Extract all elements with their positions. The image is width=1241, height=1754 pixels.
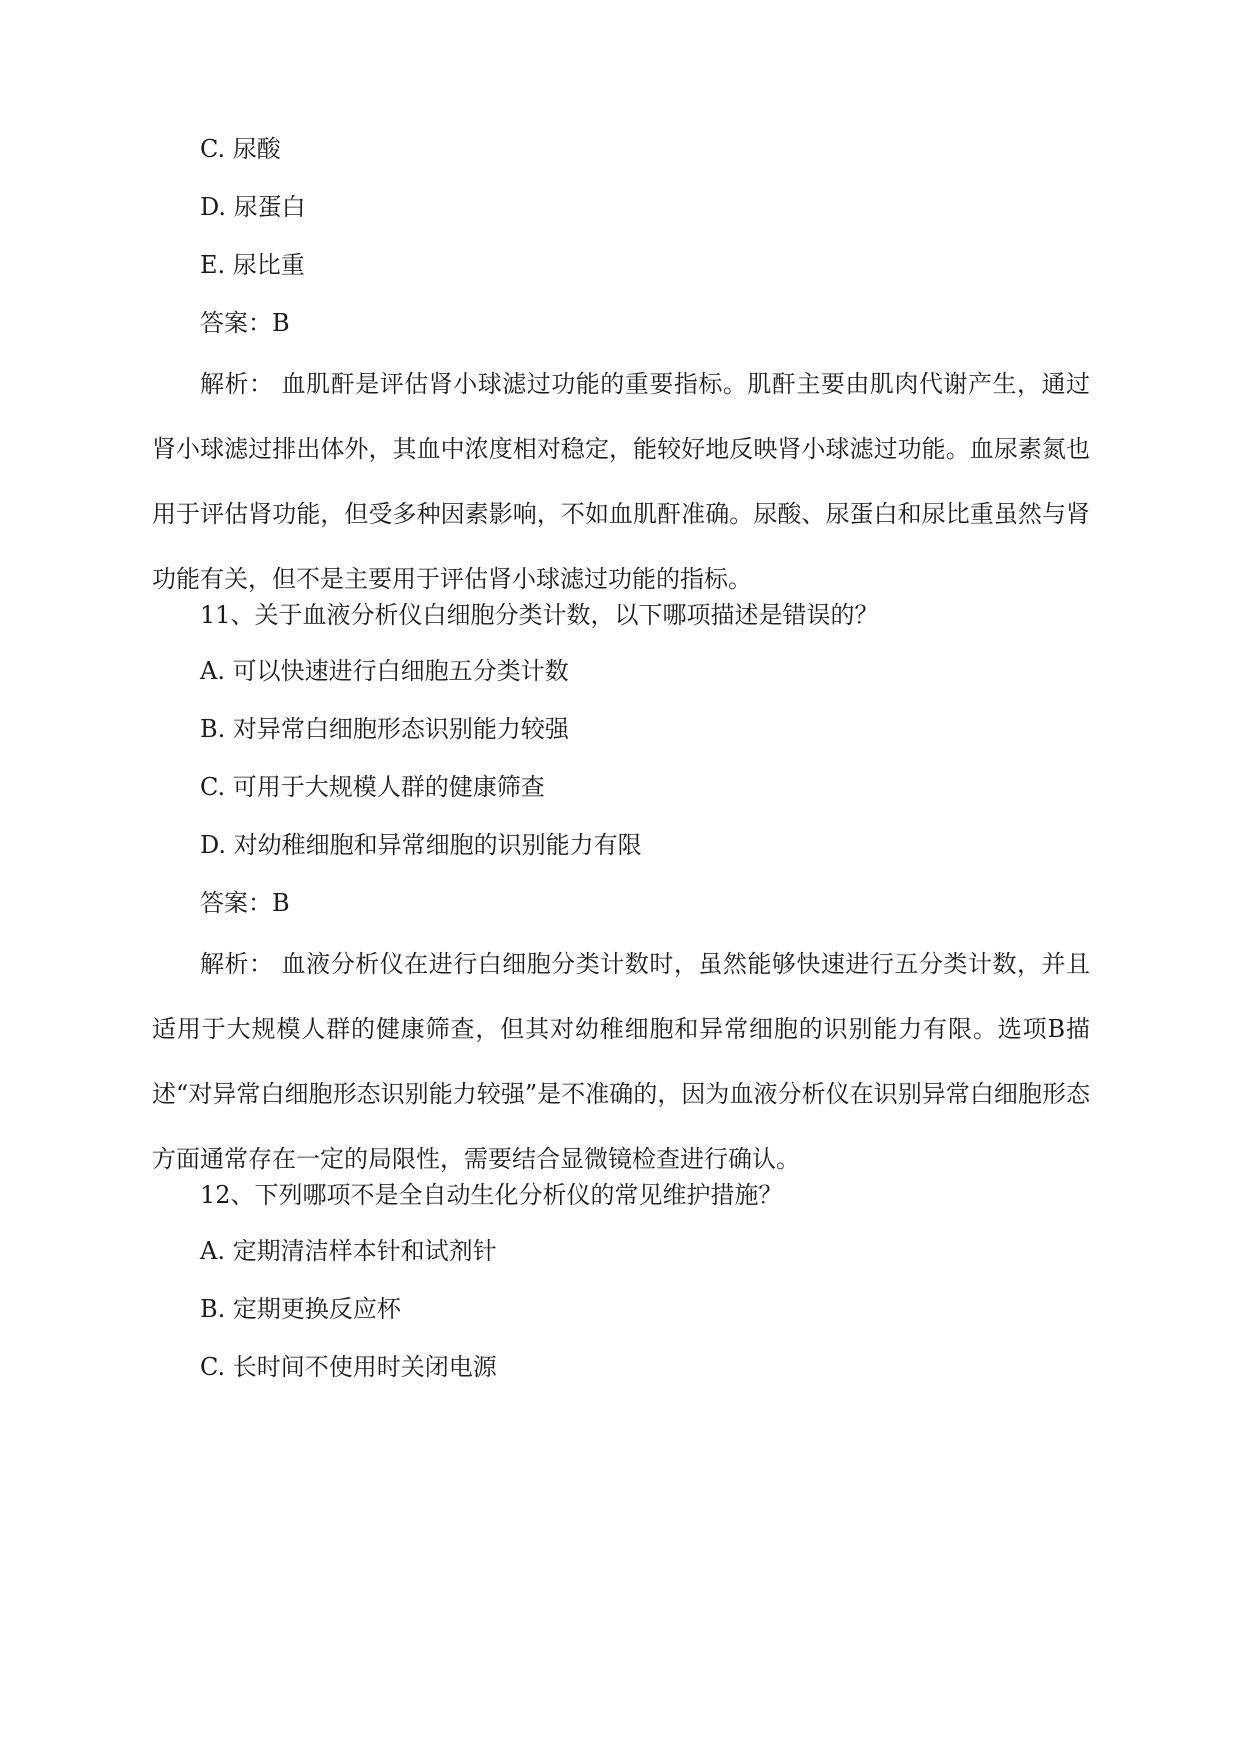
q12-option-a: A. 定期清洁样本针和试剂针	[200, 1237, 497, 1265]
q10-option-d: D. 尿蛋白	[200, 193, 306, 221]
q11-answer: 答案：B	[200, 889, 290, 917]
q12-question: 12、下列哪项不是全自动生化分析仪的常见维护措施？	[200, 1181, 783, 1209]
q10-explanation: 解析： 血肌酐是评估肾小球滤过功能的重要指标。肌酐主要由肌肉代谢产生，通过肾小球滤过排出体外，其血中浓度相对稳定，能较好地反映肾小球滤过功能。血尿素氮也用于评估肾功能，但受多种因素影响，不如血肌酐准确。尿酸、尿蛋白和尿比重虽然与肾功能有关，但不是主要用于评估肾小球滤过功能的指标。	[152, 370, 1090, 593]
q11-explanation: 解析： 血液分析仪在进行白细胞分类计数时，虽然能够快速进行五分类计数，并且适用于大规模人群的健康筛查，但其对幼稚细胞和异常细胞的识别能力有限。选项B描述“对异常白细胞形态识别能力较强”是不准确的，因为血液分析仪在识别异常白细胞形态方面通常存在一定的局限性，需要结合显微镜检查进行确认。	[152, 950, 1090, 1173]
q11-option-c: C. 可用于大规模人群的健康筛查	[200, 773, 545, 801]
q10-option-e: E. 尿比重	[200, 251, 305, 279]
q11-option-b: B. 对异常白细胞形态识别能力较强	[200, 715, 569, 743]
q11-question: 11、关于血液分析仪白细胞分类计数，以下哪项描述是错误的？	[200, 601, 879, 629]
q10-option-c: C. 尿酸	[200, 135, 281, 163]
q10-answer: 答案：B	[200, 309, 290, 337]
q11-option-a: A. 可以快速进行白细胞五分类计数	[200, 657, 569, 685]
q12-option-c: C. 长时间不使用时关闭电源	[200, 1353, 497, 1381]
q12-option-b: B. 定期更换反应杯	[200, 1295, 401, 1323]
q11-option-d: D. 对幼稚细胞和异常细胞的识别能力有限	[200, 831, 642, 859]
